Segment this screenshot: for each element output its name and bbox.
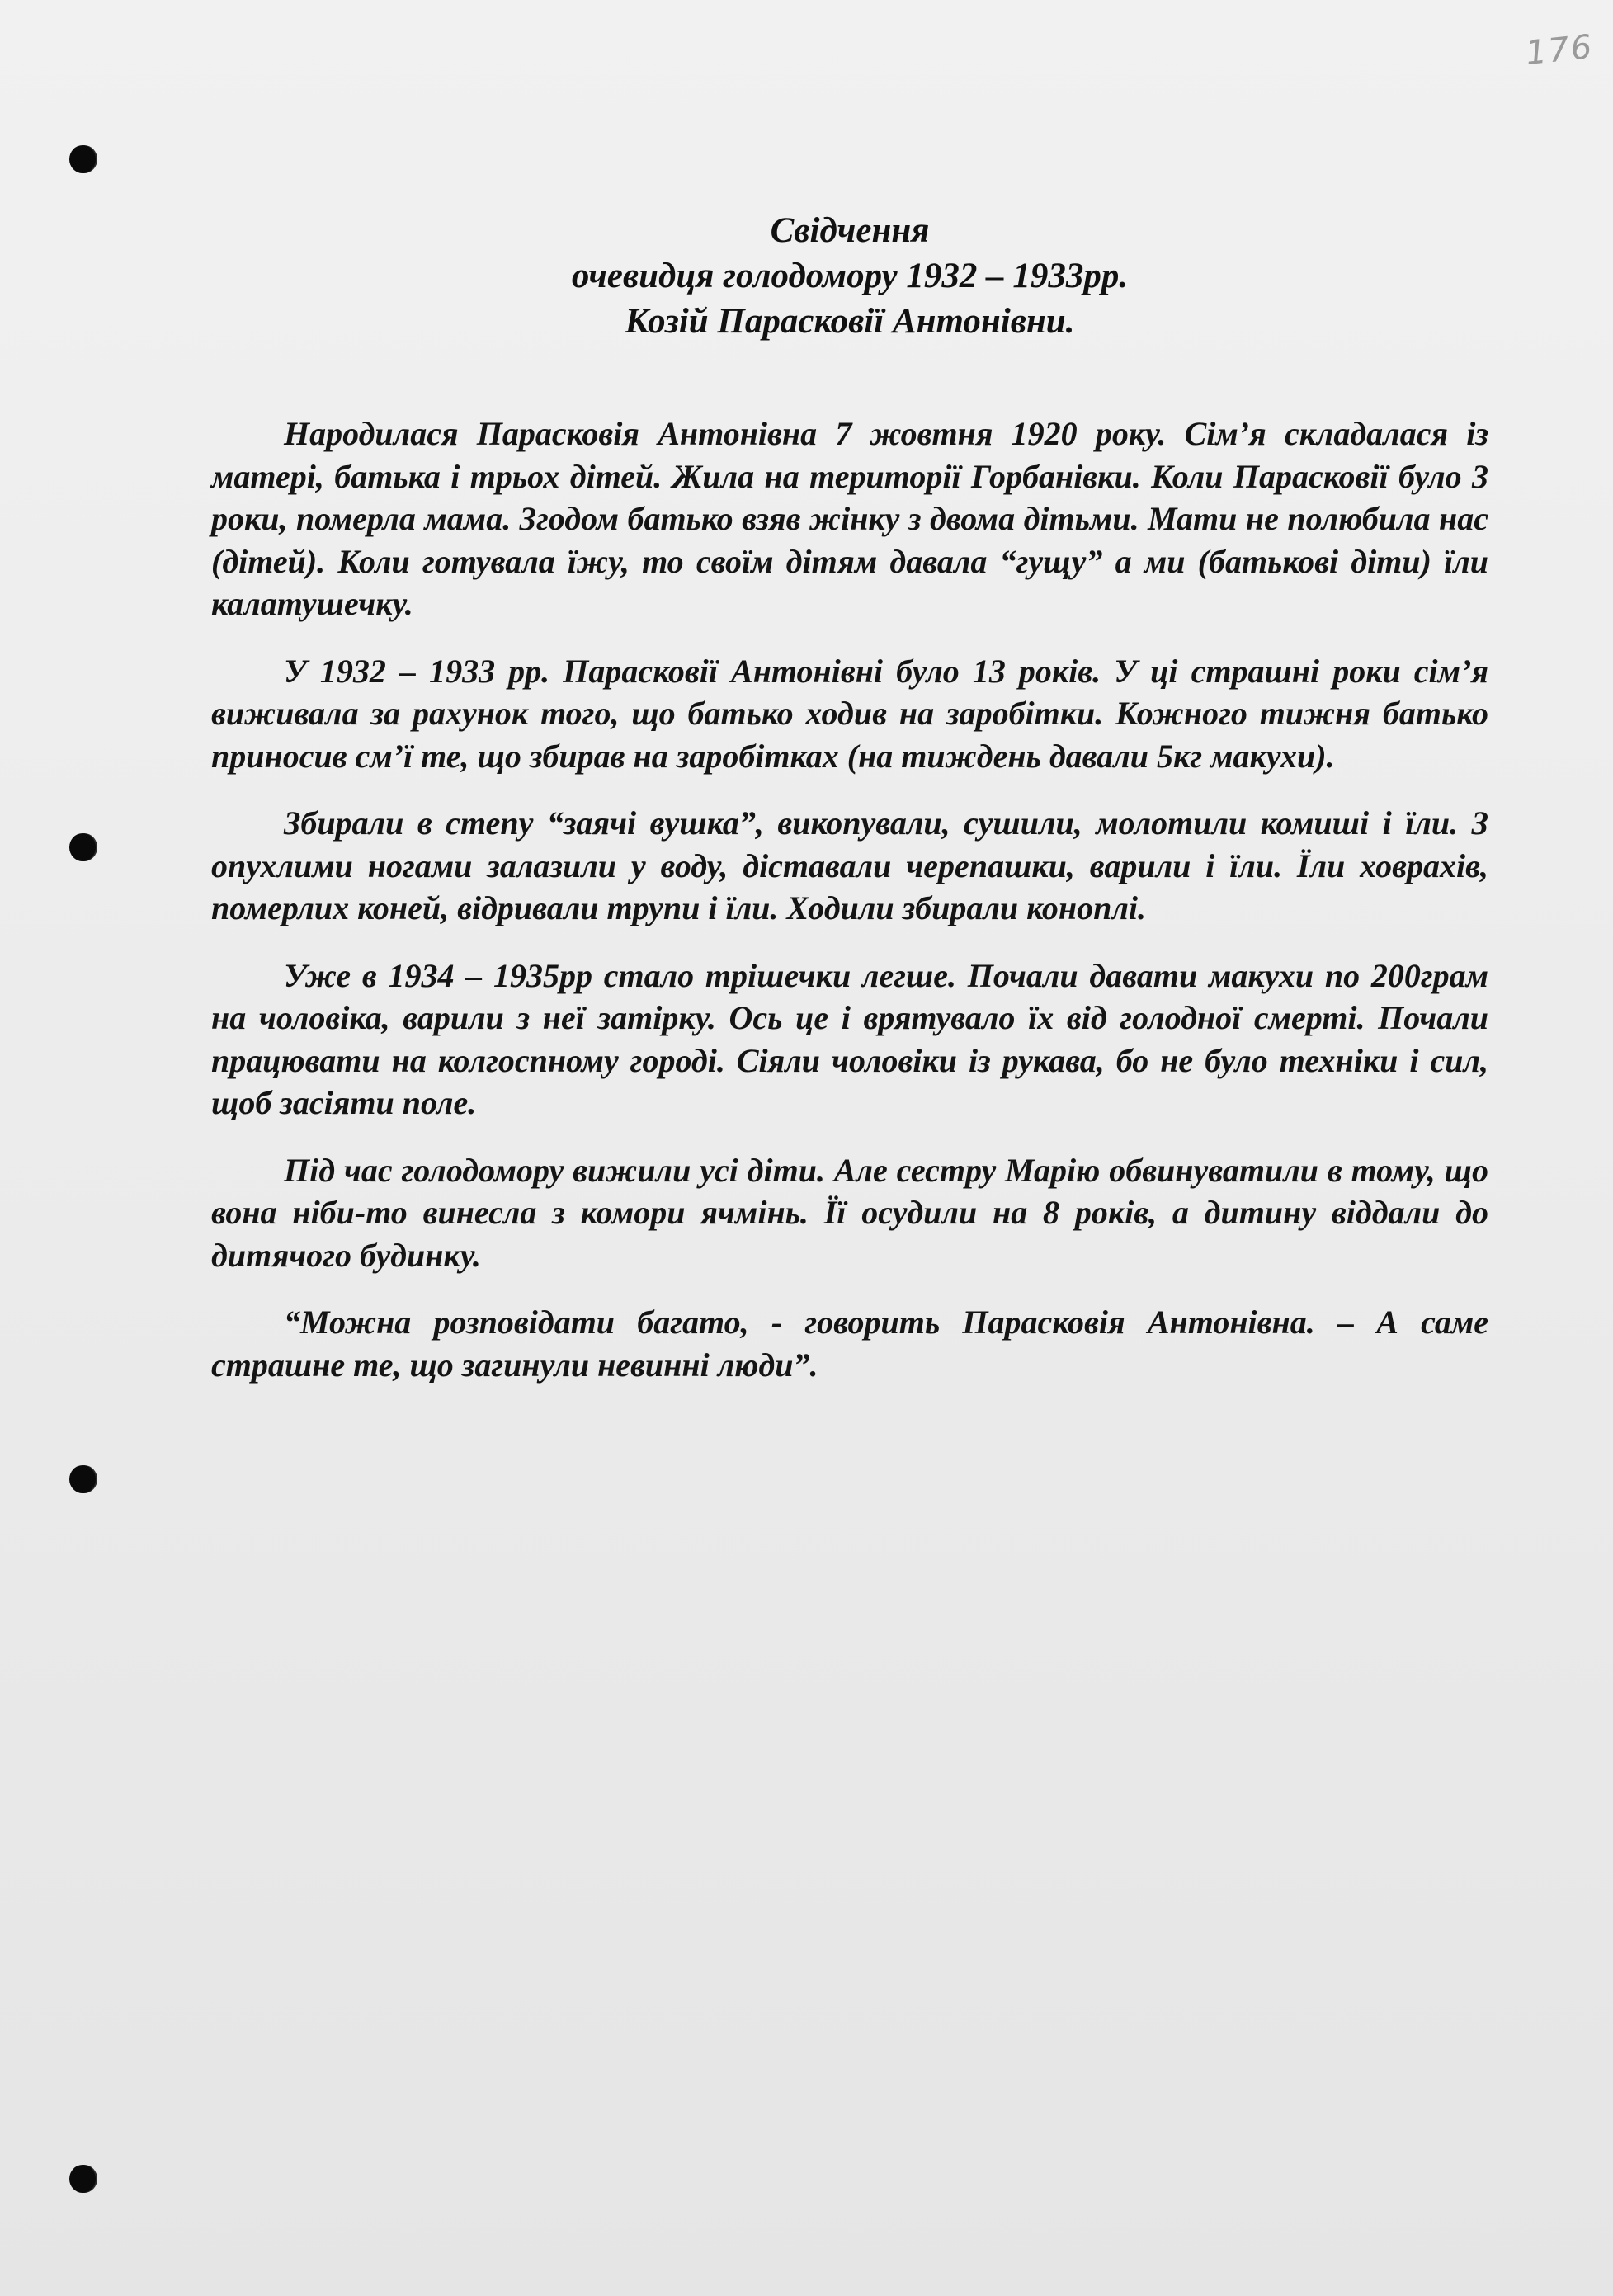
document-title [206, 208, 1493, 344]
paragraph-6: “Можна розповідати багато, - говорить Парасковія Антонівна. – А саме страшне те, що загинули невинні люди”. [211, 1304, 1488, 1384]
title-line-3: Козій Парасковії Антонівни. [625, 302, 1075, 341]
paragraph-5: Під час голодомору вижили усі діти. Але сестру Марію обвинуватили в тому, що вона ніби-то винесла з комори ячмінь. Її осудили на 8 років, а дитину віддали до дитячого будинку. [211, 1151, 1488, 1274]
punch-hole [69, 2165, 96, 2193]
page-number: 176 [1523, 27, 1596, 73]
title-line-1: Свідчення [770, 211, 930, 250]
paragraph-4: Уже в 1934 – 1935рр стало трішечки легше. Почали давати макухи по 200грам на чоловіка, варили з неї затірку. Ось це і врятувало їх від голодної смерті. Почали працювати на колгоспному городі. Сіяли чоловіки із рукава, бо не було техніки і сил, щоб засіяти поле. [211, 956, 1488, 1121]
punch-hole [69, 1465, 96, 1493]
document-body [211, 413, 1488, 1411]
punch-hole [69, 145, 96, 173]
paragraph-3: Збирали в степу “заячі вушка”, викопували, сушили, молотили комиші і їли. З опухлими ногами залазили у воду, діставали черепашки, варили і їли. Їли ховрахів, померлих коней, відривали трупи і їли. Ходили збирали коноплі. [211, 804, 1488, 926]
punch-hole [69, 833, 96, 861]
title-line-2: очевидця голодомору 1932 – 1933рр. [571, 257, 1129, 295]
paragraph-2: У 1932 – 1933 рр. Парасковії Антонівні було 13 років. У ці страшні роки сім’я виживала за рахунок того, що батько ходив на заробітки. Кожного тижня батько приносив см’ї те, що збирав на заробітках (на тиждень давали 5кг макухи). [211, 652, 1488, 775]
paragraph-1: Народилася Парасковія Антонівна 7 жовтня 1920 року. Сім’я складалася із матері, батька і трьох дітей. Жила на території Горбанівки. Коли Парасковії було 3 роки, померла мама. Згодом батько взяв жінку з двома дітьми. Мати не полюбила нас (дітей). Коли готувала їжу, то своїм дітям давала “гущу” а ми (батькові діти) їли калатушечку. [211, 415, 1488, 622]
